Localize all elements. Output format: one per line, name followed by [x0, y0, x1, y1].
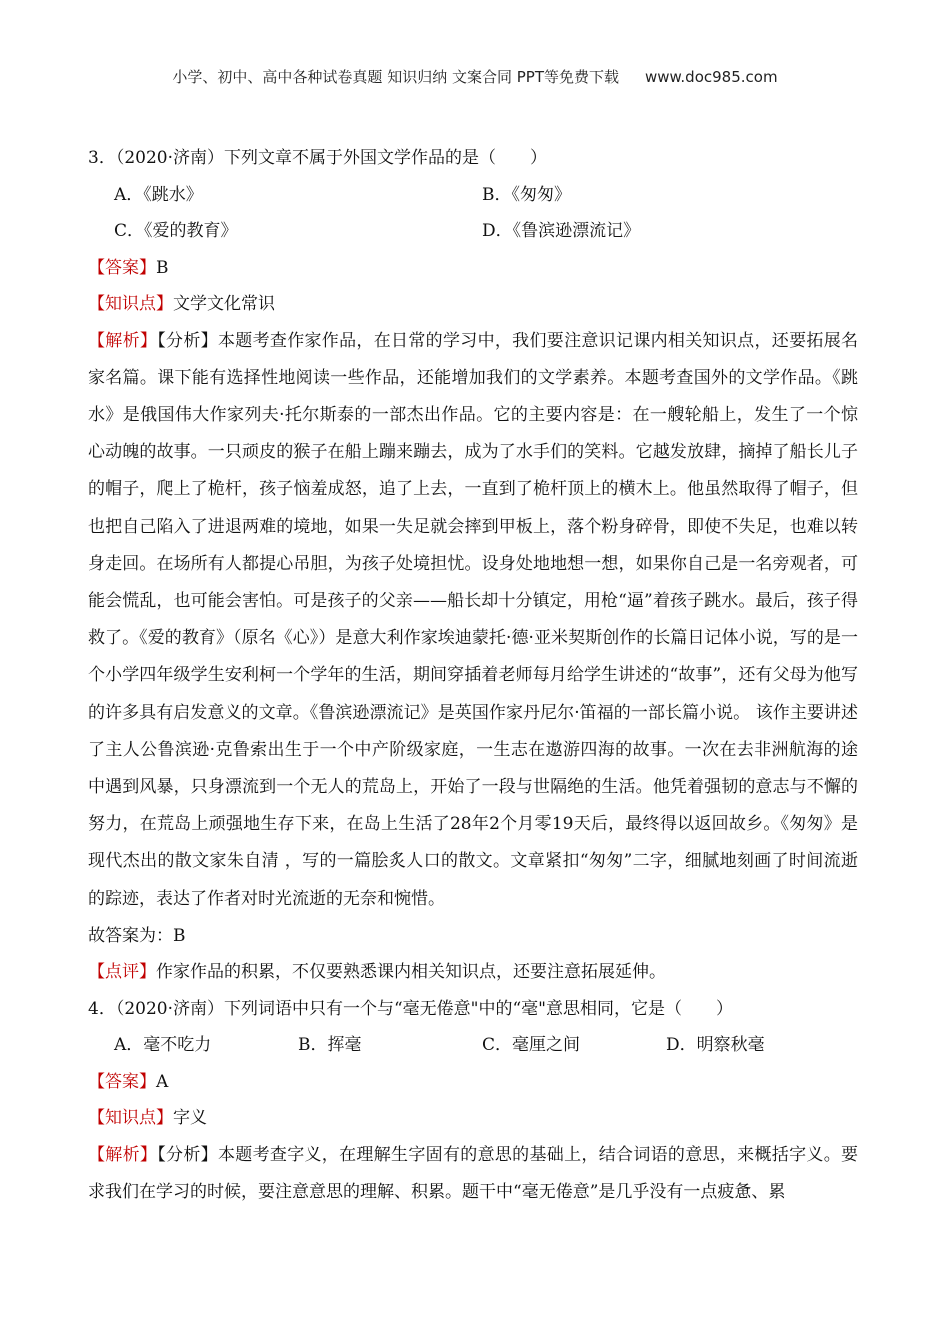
q4-analysis-tag: 【解析】: [88, 1144, 158, 1165]
q4-kp-tag: 【知识点】: [88, 1108, 173, 1129]
q4-stem: 4．（2020·济南）下列词语中只有一个与“毫无倦意"中的“毫"意思相同，它是（ ）: [88, 998, 734, 1019]
q4-options-row: [88, 1027, 858, 1064]
content: [88, 140, 858, 1211]
q3-analysis-tag: 【解析】: [88, 330, 158, 351]
q3-kp-tag: 【知识点】: [88, 294, 173, 314]
q3-comment: [88, 954, 858, 991]
q3-stem: 3．（2020·济南）下列文章不属于外国文学作品的是（ ）: [88, 148, 547, 168]
page-header: [0, 66, 950, 87]
q3-comment-text: 作家作品的积累，不仅要熟悉课内相关知识点，还要注意拓展延伸。: [156, 962, 666, 983]
q4-option-b: B．挥毫: [298, 1035, 362, 1056]
q3-options-row-2: [88, 213, 858, 250]
q3-option-c: C．《爱的教育》: [114, 221, 238, 241]
q3-answer: [88, 250, 858, 287]
q3-answer-tag: 【答案】: [88, 257, 156, 278]
q4-analysis-text: 【分析】本题考查字义，在理解生字固有的意思的基础上，结合词语的意思，来概括字义。要求我们在学习的时候，要注意意思的理解、积累。题干中“毫无倦意”是几乎没有一点疲惫、累: [88, 1144, 859, 1202]
header-site: www.doc985.com: [644, 68, 778, 86]
q3-option-a: A．《跳水》: [114, 184, 203, 205]
q4-option-a: A．毫不吃力: [114, 1035, 212, 1056]
q3-option-d: D．《鲁滨逊漂流记》: [482, 221, 641, 241]
q4-answer: [88, 1064, 858, 1101]
q3-option-b: B．《匆匆》: [482, 184, 571, 205]
q4-kp-value: 字义: [173, 1108, 207, 1129]
q3-options-row-1: [88, 177, 858, 214]
q3-analysis-text: 【分析】本题考查作家作品，在日常的学习中，我们要注意识记课内相关知识点，还要拓展名家名篇。课下能有选择性地阅读一些作品，还能增加我们的文学素养。本题考查国外的文学作品。《跳水》是俄国伟大作家列夫·托尔斯泰的一部杰出作品。它的主要内容是：在一艘轮船上，发生了一个惊心动魄的故事。一只顽皮的猴子在船上蹦来蹦去，成为了水手们的笑料。它越发放肆，摘掉了船长儿子的帽子，爬上了桅杆，孩子恼羞成怒，追了上去，一直到了桅杆顶上的横木上。他虽然取得了帽子，但也把自己陷入了进退两难的境地，如果一失足就会摔到甲板上，落个粉身碎骨，即使不失足，也难以转身走回。在场所有人都提心吊胆，为孩子处境担忧。设身处地地想一想，如果你自己是一名旁观者，可能会慌乱，也可能会害怕。可是孩子的父亲——船长却十分镇定，用枪“逼”着孩子跳水。最后，孩子得救了。《爱的教育》（原名《心》）是意大利作家埃迪蒙托·德·亚米契斯创作的长篇日记体小说，写的是一个小学四年级学生安利柯一个学年的生活，期间穿插着老师每月给学生讲述的“故事”，还有父母为他写的许多具有启发意义的文章。《鲁滨逊漂流记》是英国作家丹尼尔·笛福的一部长篇小说。 该作主要讲述了主人公鲁滨逊·克鲁索出生于一个中产阶级家庭，一生志在遨游四海的故事。一次在去非洲航海的途中遇到风暴，只身漂流到一个无人的荒岛上，开始了一段与世隔绝的生活。他凭着强韧的意志与不懈的努力，在荒岛上顽强地生存下来，在岛上生活了28年2个月零19天后，最终得以返回故乡。《匆匆》是现代杰出的散文家朱自清 ，写的一篇脍炙人口的散文。文章紧扣“匆匆”二字，细腻地刻画了时间流逝的踪迹，表达了作者对时光流逝的无奈和惋惜。: [88, 330, 859, 909]
q4-analysis: [88, 1137, 858, 1211]
q3-conclusion: 故答案为：B: [88, 925, 186, 946]
q3-analysis: [88, 323, 858, 918]
header-slogan: 小学、初中、高中各种试卷真题 知识归纳 文案合同 PPT等免费下载: [172, 68, 619, 86]
q4-knowledge-point: [88, 1100, 858, 1137]
q3-answer-value: B: [156, 257, 169, 278]
q4-answer-value: A: [156, 1071, 169, 1092]
q3-comment-tag: 【点评】: [88, 962, 156, 983]
q3-kp-value: 文学文化常识: [173, 294, 275, 314]
q4-answer-tag: 【答案】: [88, 1071, 156, 1092]
q4-option-d: D．明察秋毫: [666, 1035, 765, 1056]
q4-option-c: C．毫厘之间: [482, 1035, 581, 1056]
q3-knowledge-point: [88, 286, 858, 323]
